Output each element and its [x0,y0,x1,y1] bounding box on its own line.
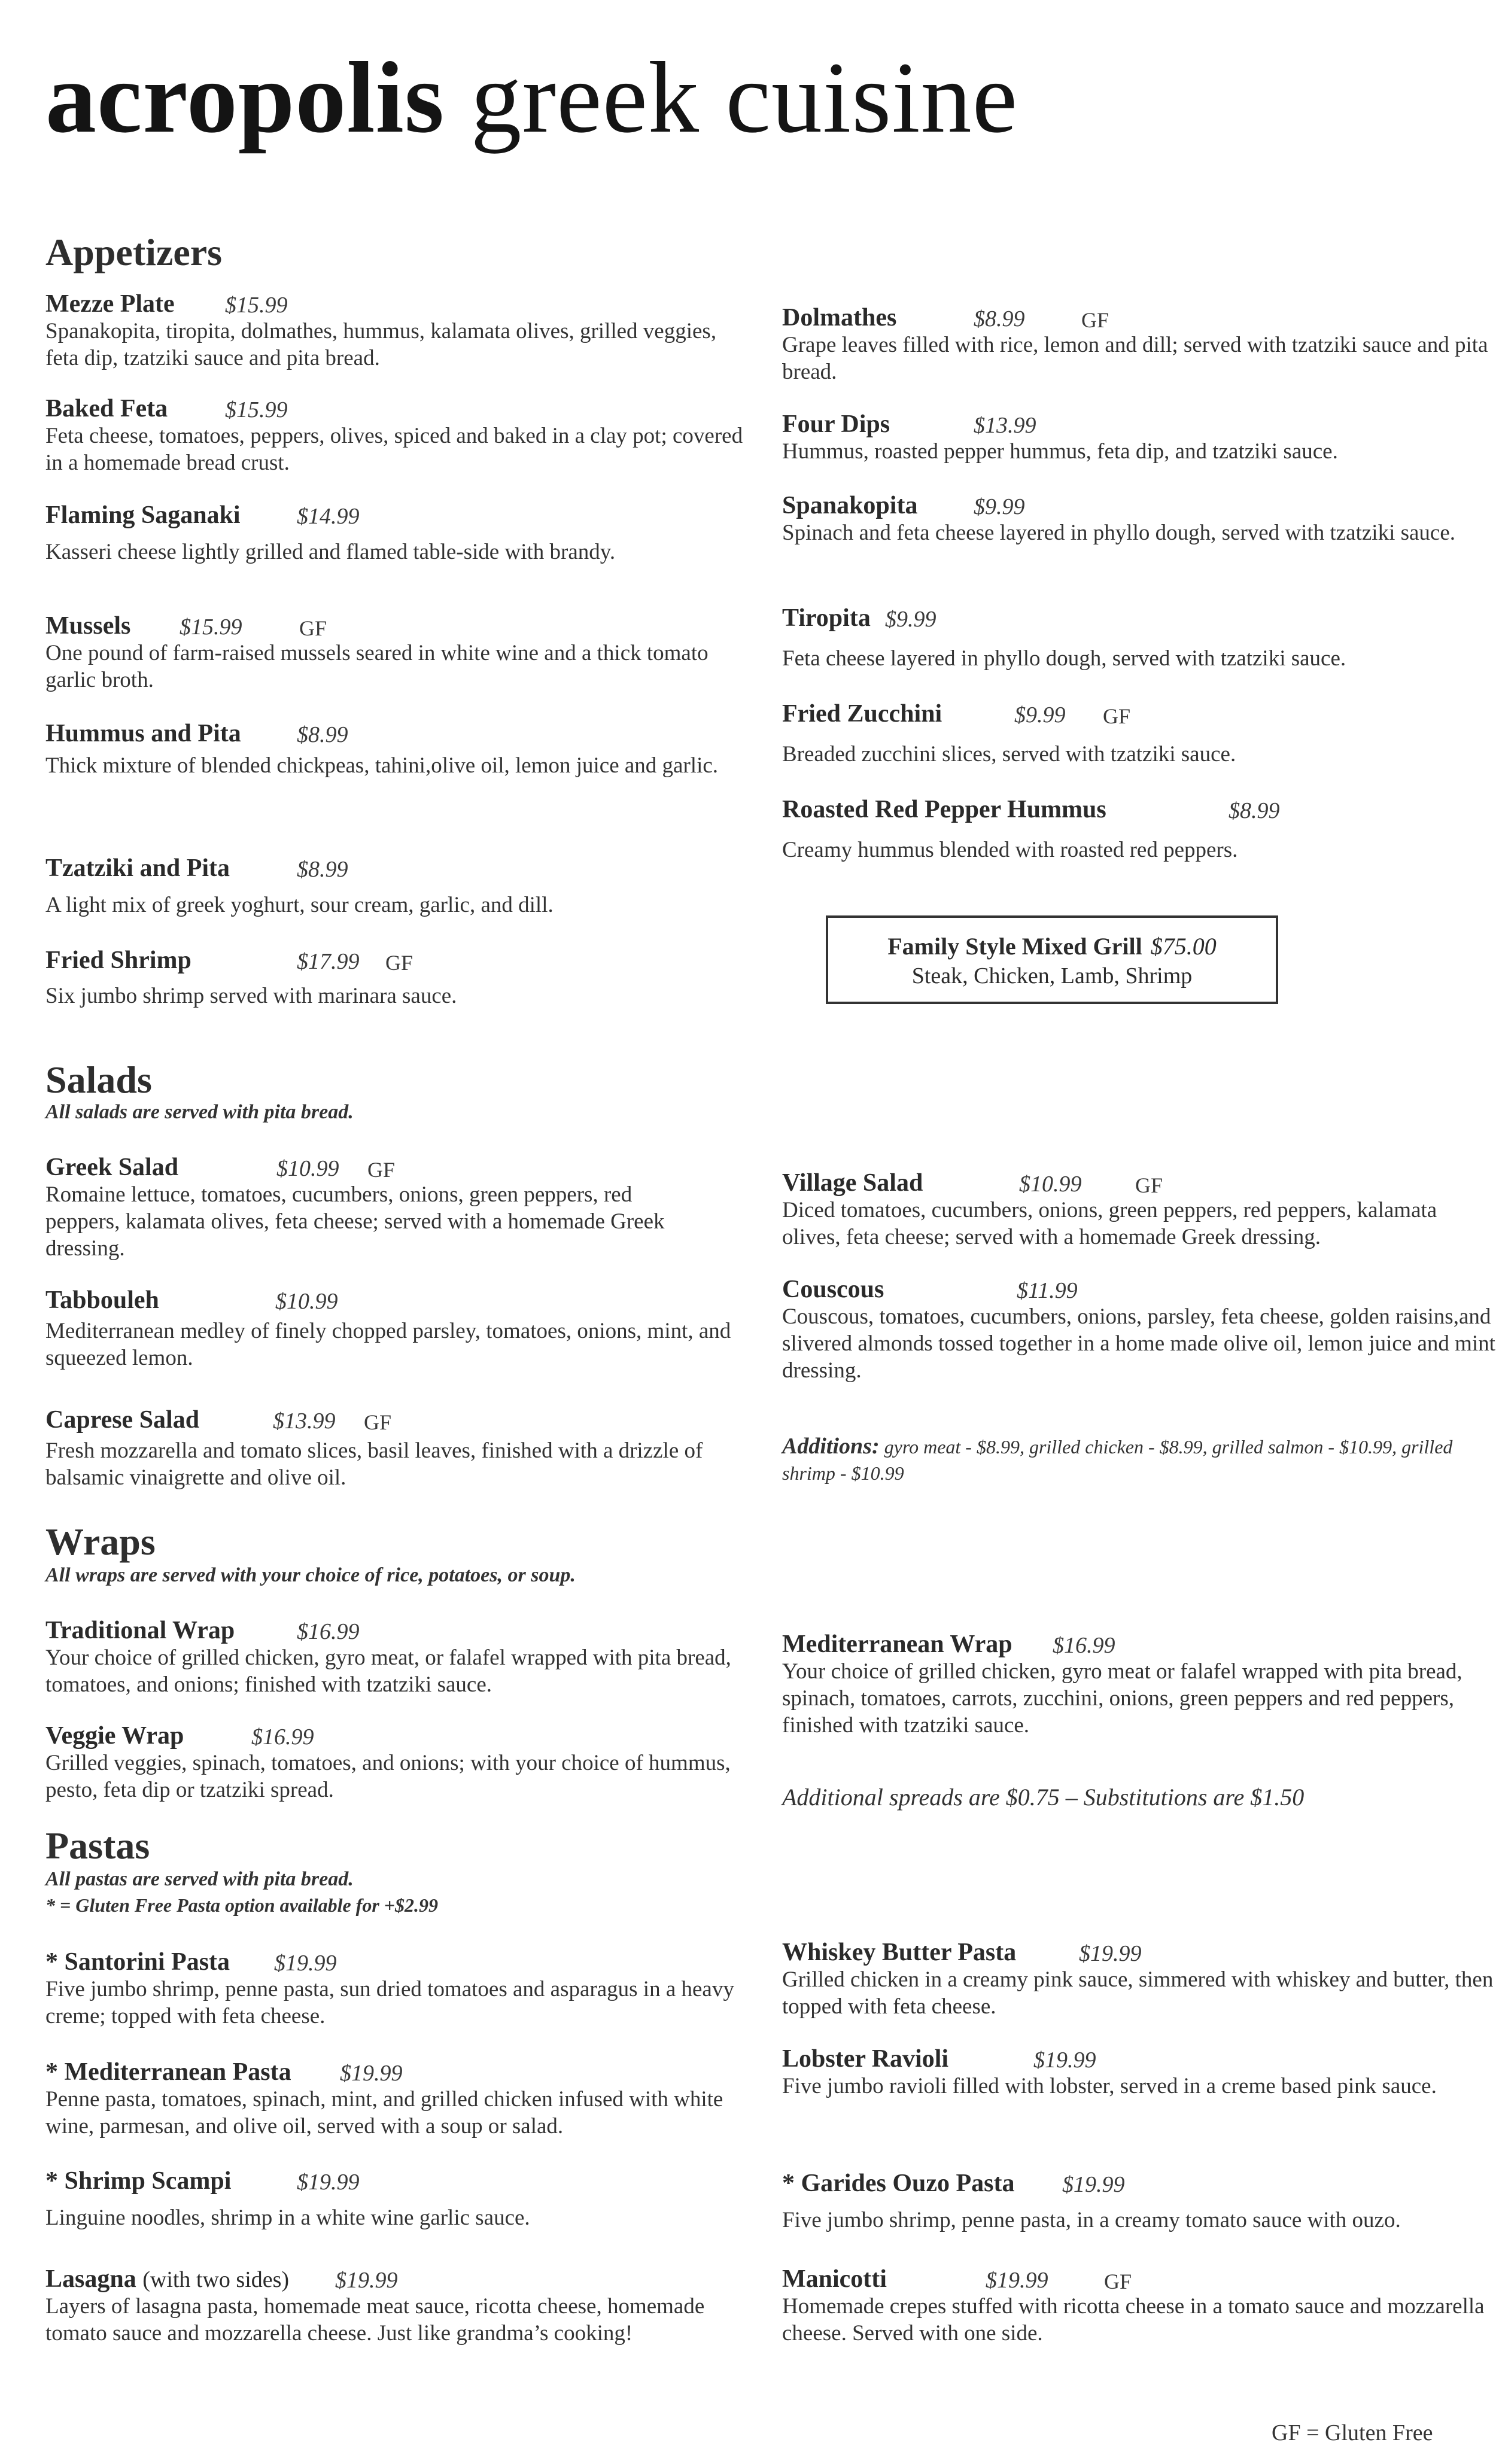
item-name: Tabbouleh [45,1286,159,1314]
item-price: $8.99 [974,306,1025,331]
item-name: Mediterranean Wrap [782,1631,1012,1658]
item-name [45,2265,289,2293]
menu-item [45,1948,752,2030]
additions-text: gyro meat - $8.99, grilled chicken - $8.99, grilled salmon - $10.99, grilled shrimp - $10.99 [782,1436,1453,1484]
item-price: $15.99 [180,615,242,640]
item-description: Hummus, roasted pepper hummus, feta dip, and tzatziki sauce. [782,439,1338,464]
item-name: Traditional Wrap [45,1617,235,1644]
item-description: Mediterranean medley of finely chopped parsley, tomatoes, onions, mint, and squeezed lemon. [45,1319,731,1370]
item-name: Couscous [782,1276,884,1303]
item-description: Breaded zucchini slices, served with tzatziki sauce. [782,742,1236,766]
menu-item [45,854,752,918]
item-name: Whiskey Butter Pasta [782,1939,1017,1966]
item-price: $19.99 [1079,1941,1142,1966]
item-price: $19.99 [1062,2172,1125,2197]
item-description: One pound of farm-raised mussels seared in white wine and a thick tomato garlic broth. [45,641,709,692]
item-price: $10.99 [275,1289,338,1314]
item-description: Grilled chicken in a creamy pink sauce, simmered with whiskey and butter, then topped with feta cheese. [782,1967,1494,2019]
item-name: Hummus and Pita [45,720,241,747]
item-price: $15.99 [225,293,288,318]
item-price: $10.99 [276,1156,339,1181]
item-name-text: Lasagna [45,2265,136,2293]
restaurant-title [45,41,1018,154]
item-name: Baked Feta [45,395,168,422]
item-description: Your choice of grilled chicken, gyro meat or falafel wrapped with pita bread, spinach, tomatoes, carrots, zucchini, onions, green peppers and red peppers, finished with tzatziki sauce. [782,1659,1462,1738]
grill-name: Family Style Mixed Grill [887,933,1142,960]
item-name: Dolmathes [782,304,897,331]
gluten-free-tag: GF [385,951,413,975]
menu-item [782,492,1496,546]
salads-heading: Salads [45,1058,152,1101]
wraps-heading: Wraps [45,1520,156,1563]
item-price: $9.99 [974,494,1025,519]
menu-item [782,1939,1496,2020]
grill-price: $75.00 [1150,933,1217,960]
menu-item [45,395,752,476]
item-description: Penne pasta, tomatoes, spinach, mint, and grilled chicken infused with white wine, parmesan, and olive oil, served with a soup or salad. [45,2087,723,2138]
item-name: Veggie Wrap [45,1722,184,1750]
pastas-heading: Pastas [45,1824,150,1867]
item-description: Layers of lasagna pasta, homemade meat sauce, ricotta cheese, homemade tomato sauce and mozzarella cheese. Just like grandma’s cooking! [45,2294,705,2346]
item-description: Romaine lettuce, tomatoes, cucumbers, onions, green peppers, red peppers, kalamata olives, feta cheese; served with a homemade Greek dressing. [45,1182,665,1261]
menu-item [45,2265,752,2347]
item-description: A light mix of greek yoghurt, sour cream, garlic, and dill. [45,893,554,917]
gluten-free-tag: GF [364,1410,392,1434]
item-name: Spanakopita [782,492,918,519]
item-price: $16.99 [251,1724,314,1750]
item-description: Grilled veggies, spinach, tomatoes, and onions; with your choice of hummus, pesto, feta dip or tzatziki spread. [45,1751,731,1802]
item-description: Feta cheese, tomatoes, peppers, olives, spiced and baked in a clay pot; covered in a homemade bread crust. [45,424,743,475]
menu-item [782,796,1496,863]
item-name: Mussels [45,612,131,640]
menu-item [45,2167,752,2231]
item-name: Village Salad [782,1169,923,1197]
item-name: * Santorini Pasta [45,1948,230,1976]
item-description: Five jumbo shrimp, penne pasta, in a creamy tomato sauce with ouzo. [782,2208,1401,2232]
item-name: * Mediterranean Pasta [45,2058,291,2086]
item-description: Grape leaves filled with rice, lemon and dill; served with tzatziki sauce and pita bread. [782,333,1488,384]
pastas-note: All pastas are served with pita bread. [45,1868,354,1890]
item-description: Six jumbo shrimp served with marinara sauce. [45,984,457,1008]
menu-item [45,290,752,372]
item-description: Kasseri cheese lightly grilled and flamed table-side with brandy. [45,540,616,564]
item-price: $16.99 [297,1619,360,1644]
item-name: Fried Zucchini [782,700,942,728]
item-description: Five jumbo ravioli filled with lobster, served in a creme based pink sauce. [782,2074,1437,2098]
item-price: $19.99 [340,2061,403,2086]
item-name: Caprese Salad [45,1406,200,1434]
item-name: Fried Shrimp [45,947,191,974]
item-price: $9.99 [885,607,936,632]
item-description: Feta cheese layered in phyllo dough, served with tzatziki sauce. [782,646,1346,671]
gluten-free-tag: GF [1103,704,1131,728]
item-name: Flaming Saganaki [45,501,241,529]
menu-item [45,947,752,1009]
item-name: Manicotti [782,2265,887,2293]
menu-item [782,1276,1496,1384]
spreads-note: Additional spreads are $0.75 – Substitutions are $1.50 [782,1784,1305,1811]
item-description: Linguine noodles, shrimp in a white wine garlic sauce. [45,2206,530,2230]
title-rest: greek cuisine [470,41,1018,154]
gluten-free-legend: GF = Gluten Free [1272,2420,1433,2445]
item-description: Thick mixture of blended chickpeas, tahini,olive oil, lemon juice and garlic. [45,753,719,778]
item-price: $10.99 [1019,1172,1082,1197]
item-price: $8.99 [297,857,348,882]
gluten-free-tag: GF [1104,2270,1132,2293]
wraps-note: All wraps are served with your choice of rice, potatoes, or soup. [45,1564,576,1586]
menu-item [45,501,752,565]
item-name-extra: (with two sides) [142,2267,290,2292]
additions-label: Additions: [782,1434,880,1459]
item-name: Roasted Red Pepper Hummus [782,796,1106,823]
appetizers-heading: Appetizers [45,231,223,273]
item-price: $14.99 [297,504,360,529]
item-description: Diced tomatoes, cucumbers, onions, green peppers, red peppers, kalamata olives, feta cheese; served with a homemade Greek dressing. [782,1198,1437,1249]
menu-item [782,2265,1496,2347]
menu-item [45,720,752,781]
menu-item [45,612,752,693]
gluten-free-tag: GF [1081,308,1109,332]
menu-item [45,1722,752,1803]
menu-item [782,304,1496,385]
menu-item [782,1631,1496,1739]
grill-description: Steak, Chicken, Lamb, Shrimp [911,963,1193,988]
gluten-free-tag: GF [1135,1173,1163,1197]
menu-item [782,604,1496,672]
salads-note: All salads are served with pita bread. [45,1101,354,1123]
menu-item [782,700,1496,768]
item-price: $13.99 [974,413,1036,438]
item-description: Creamy hummus blended with roasted red peppers. [782,838,1238,862]
item-price: $19.99 [1033,2048,1096,2073]
item-name: Mezze Plate [45,290,175,318]
item-price: $13.99 [273,1409,336,1434]
item-name: Tiropita [782,604,871,632]
item-name: Tzatziki and Pita [45,854,230,882]
item-price: $8.99 [297,722,348,747]
item-description: Couscous, tomatoes, cucumbers, onions, parsley, feta cheese, golden raisins,and slivered almonds tossed together in a home made olive oil, lemon juice and mint dressing. [782,1304,1495,1383]
menu-item [45,1617,752,1698]
salad-additions [782,1433,1464,1486]
item-price: $19.99 [297,2170,360,2195]
title-bold: acropolis [45,41,445,154]
gluten-free-tag: GF [367,1158,396,1182]
menu-item [45,1154,752,1262]
item-name: * Garides Ouzo Pasta [782,2170,1015,2197]
item-price: $11.99 [1017,1278,1078,1303]
item-description: Homemade crepes stuffed with ricotta cheese in a tomato sauce and mozzarella cheese. Served with one side. [782,2294,1485,2346]
item-name: Four Dips [782,410,890,438]
item-price: $16.99 [1053,1633,1115,1658]
gluten-free-pasta-note: * = Gluten Free Pasta option available for +$2.99 [45,1894,439,1916]
family-grill-box [826,915,1278,1004]
item-price: $17.99 [297,949,360,974]
item-name: * Shrimp Scampi [45,2167,232,2195]
menu-item [782,410,1496,465]
item-price: $9.99 [1014,702,1066,728]
item-description: Five jumbo shrimp, penne pasta, sun dried tomatoes and asparagus in a heavy creme; topped with feta cheese. [45,1977,734,2028]
gluten-free-tag: GF [299,616,327,640]
item-price: $19.99 [986,2268,1048,2293]
item-description: Fresh mozzarella and tomato slices, basil leaves, finished with a drizzle of balsamic vinaigrette and olive oil. [45,1438,703,1490]
item-price: $15.99 [225,397,288,422]
item-price: $19.99 [274,1951,337,1976]
menu-item [782,1169,1496,1251]
item-price: $8.99 [1229,798,1280,823]
item-description: Spinach and feta cheese layered in phyllo dough, served with tzatziki sauce. [782,521,1456,545]
menu-item [45,1406,752,1491]
item-name: Greek Salad [45,1154,179,1181]
menu-item [45,2058,752,2140]
menu-item [45,1286,752,1371]
item-description: Spanakopita, tiropita, dolmathes, hummus, kalamata olives, grilled veggies, feta dip, tzatziki sauce and pita bread. [45,319,717,370]
item-name: Lobster Ravioli [782,2045,949,2073]
item-description: Your choice of grilled chicken, gyro meat, or falafel wrapped with pita bread, tomatoes, and onions; finished with tzatziki sauce. [45,1645,731,1697]
menu-item [782,2170,1496,2234]
menu-item [782,2045,1496,2100]
item-price: $19.99 [335,2268,398,2293]
